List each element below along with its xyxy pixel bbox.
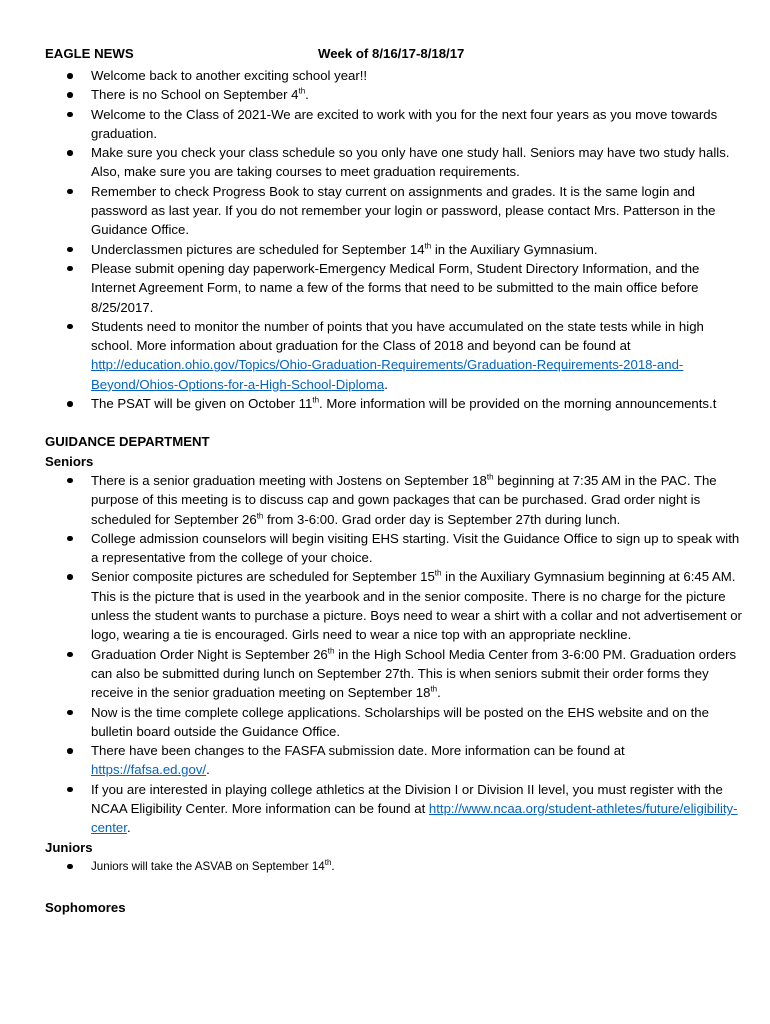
bullet-icon <box>67 266 73 272</box>
hyperlink[interactable]: http://education.ohio.gov/Topics/Ohio-Graduation-Requirements/Graduation-Requirements-2018-and-Beyond/Ohios-Options-for-a-High-School-Diploma <box>91 357 684 392</box>
item-text: beginning at 7:35 AM in the PAC. The purpose of this meeting is to discuss cap and gown packages that can be purchased. Grad order night is scheduled for September 26 <box>91 472 717 527</box>
bullet-icon <box>67 324 73 330</box>
bullet-icon <box>67 478 73 484</box>
item-text: . <box>126 820 131 836</box>
superscript: th <box>312 395 320 405</box>
item-text: in the Auxiliary Gymnasium beginning at 6:45 AM. This is the picture that is used in the yearbook and in the senior composite. There is no charge for the picture unless the student wants to purchase a picture. Boys need to wear a shirt with a collar and not advertisement or logo, wearing a tie is encouraged. Girls need to wear a nice top with an appropriate neckline. <box>91 569 742 643</box>
item-text: There have been changes to the FASFA submission date. More information can be found at <box>91 743 625 759</box>
item-text: Graduation Order Night is September 26 <box>91 646 328 662</box>
superscript: th <box>324 858 332 868</box>
item-text: . <box>384 376 388 392</box>
list-item <box>45 259 745 317</box>
bullet-icon <box>67 112 73 118</box>
superscript: th <box>434 569 442 579</box>
newsletter-title: EAGLE NEWS <box>45 46 134 61</box>
bullet-icon <box>67 401 73 407</box>
item-text: Senior composite pictures are scheduled for September 15 <box>91 569 435 585</box>
superscript: th <box>486 472 494 482</box>
bullet-icon <box>67 574 73 580</box>
item-text: The PSAT will be given on October 11 <box>91 396 313 412</box>
item-text: If you are interested in playing college athletics at the Division I or Division II level, you must register with the NCAA Eligibility Center. More information can be found at <box>91 781 723 816</box>
superscript: th <box>327 646 335 656</box>
bullet-icon <box>67 536 73 542</box>
bullet-icon <box>67 92 73 98</box>
bullet-icon <box>67 247 73 253</box>
bullet-icon <box>67 150 73 156</box>
hyperlink[interactable]: https://fafsa.ed.gov/ <box>91 762 207 778</box>
item-text: Welcome to the Class of 2021-We are excited to work with you for the next four years as you move towards graduation. <box>91 106 718 141</box>
guidance-heading: GUIDANCE DEPARTMENT <box>45 434 210 450</box>
list-item <box>45 780 745 838</box>
list-item <box>45 105 745 144</box>
item-text: from 3-6:00. Grad order day is September 27th during lunch. <box>263 511 621 527</box>
bullet-icon <box>67 787 73 793</box>
list-item <box>45 471 745 529</box>
newsletter-page <box>45 46 745 917</box>
list-item <box>45 567 745 644</box>
item-text: There is no School on September 4 <box>91 87 299 103</box>
hyperlink[interactable]: http://www.ncaa.org/student-athletes/future/eligibility-center <box>91 800 738 836</box>
item-text: Make sure you check your class schedule so you only have one study hall. Seniors may have two study halls. Also, make sure you are taking courses to meet graduation requirements. <box>91 145 730 180</box>
list-item <box>45 529 745 568</box>
bullet-icon <box>67 73 73 79</box>
superscript: th <box>424 241 432 251</box>
list-item <box>45 143 745 182</box>
item-text: Please submit opening day paperwork-Emergency Medical Form, Student Directory Information, and the Internet Agreement Form, to name a few of the forms that need to be submitted to the main office before 8/25/2017. <box>91 260 700 315</box>
item-text: . <box>305 87 309 103</box>
item-text: Juniors will take the ASVAB on September 14 <box>91 859 325 873</box>
list-item <box>45 394 745 413</box>
bullet-icon <box>67 189 73 195</box>
item-text: Underclassmen pictures are scheduled for September 14 <box>91 241 425 257</box>
sophomores-heading: Sophomores <box>45 900 126 916</box>
list-item <box>45 645 745 703</box>
newsletter-header <box>45 46 745 66</box>
list-item <box>45 317 745 394</box>
item-text: in the High School Media Center from 3-6:00 PM. Graduation orders can also be submitted during lunch on September 27th. This is when seniors submit their order forms they receive in the senior graduation meeting on September 18 <box>91 646 737 701</box>
bullet-icon <box>67 710 73 716</box>
list-item <box>45 240 745 259</box>
bullet-icon <box>67 748 73 754</box>
item-text: Welcome back to another exciting school year!! <box>91 68 368 83</box>
newsletter-week: Week of 8/16/17-8/18/17 <box>318 46 465 61</box>
item-text: Remember to check Progress Book to stay current on assignments and grades. It is the same login and password as last year. If you do not remember your login or password, please contact Mrs. Patterson in the Guidance Office. <box>91 183 716 238</box>
list-item <box>45 66 745 85</box>
list-item <box>45 741 745 780</box>
item-text: There is a senior graduation meeting with Jostens on September 18 <box>91 472 487 488</box>
item-text: . More information will be provided on the morning announcements.t <box>319 396 717 412</box>
list-item <box>45 703 745 742</box>
item-text: Students need to monitor the number of points that you have accumulated on the state tests while in high school. More information about graduation for the Class of 2018 and beyond can be found at <box>91 318 704 354</box>
seniors-list <box>45 471 745 838</box>
item-text: Now is the time complete college applications. Scholarships will be posted on the EHS website and on the bulletin board outside the Guidance Office. <box>91 704 709 739</box>
item-text: . <box>206 762 210 778</box>
item-text: . <box>437 685 441 701</box>
juniors-heading: Juniors <box>45 839 93 855</box>
superscript: th <box>298 86 306 96</box>
superscript: th <box>256 511 264 521</box>
seniors-heading: Seniors <box>45 453 94 469</box>
item-text: in the Auxiliary Gymnasium. <box>431 241 598 257</box>
bullet-icon <box>67 864 73 870</box>
list-item <box>45 857 745 876</box>
list-item <box>45 182 745 240</box>
item-text: College admission counselors will begin visiting EHS starting. Visit the Guidance Office to sign up to speak with a representative from the college of your choice. <box>91 530 740 566</box>
item-text: . <box>331 859 335 873</box>
announcements-list <box>45 66 745 413</box>
superscript: th <box>430 684 438 694</box>
bullet-icon <box>67 652 73 658</box>
list-item <box>45 85 745 104</box>
juniors-list <box>45 857 745 876</box>
